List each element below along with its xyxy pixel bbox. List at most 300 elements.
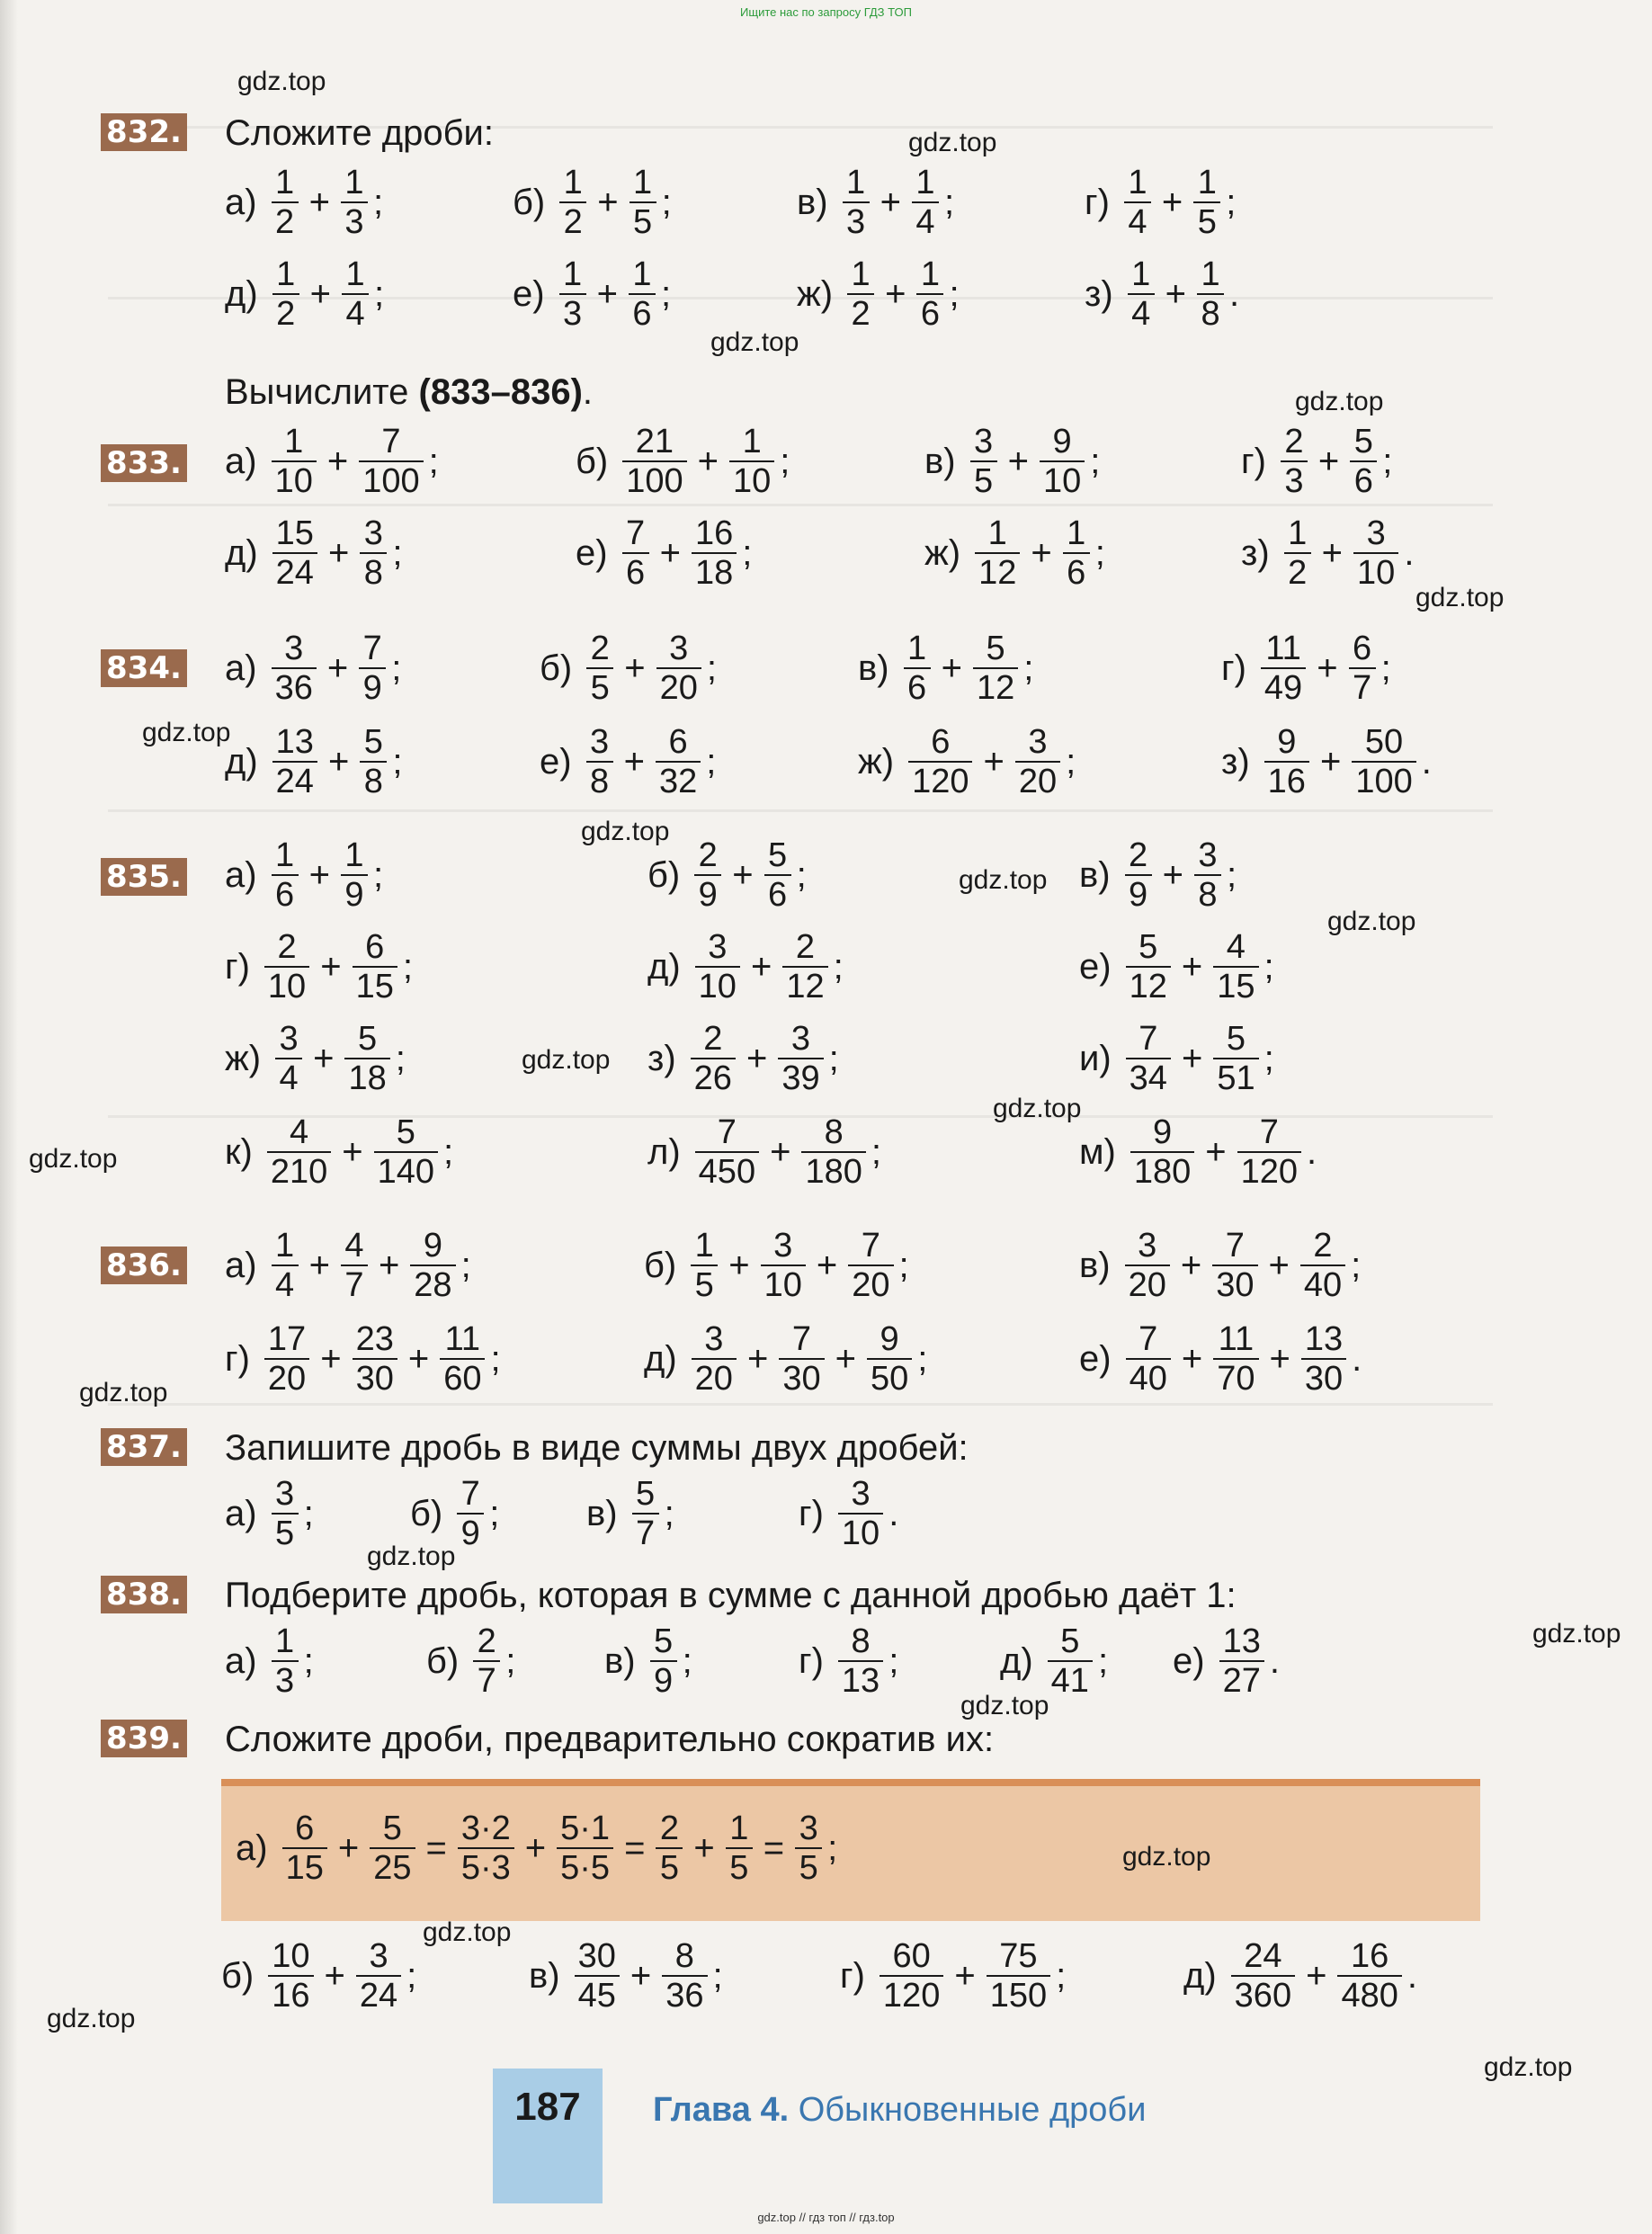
exercise-833-item — [924, 423, 1100, 500]
denominator: 10 — [267, 968, 307, 1005]
numerator: 3·2 — [460, 1810, 511, 1847]
numerator: 3 — [708, 928, 728, 966]
operator: + — [816, 1245, 838, 1285]
numerator: 5·1 — [560, 1810, 611, 1847]
fraction — [629, 255, 656, 333]
item-label: в) — [586, 1493, 618, 1533]
numerator: 1 — [275, 1622, 295, 1660]
calc-heading — [225, 371, 593, 414]
exercise-835-item — [647, 928, 844, 1005]
numerator: 6 — [1352, 630, 1372, 667]
denominator: 4 — [1131, 295, 1151, 333]
operator: + — [326, 441, 349, 481]
fraction — [795, 1810, 822, 1887]
fraction — [1126, 1320, 1171, 1398]
fraction — [695, 1113, 759, 1191]
fraction — [342, 255, 369, 333]
chapter-name: Обыкновенные дроби — [798, 2091, 1147, 2129]
exercise-835-item — [647, 836, 807, 914]
page-number: 187 — [514, 2085, 581, 2129]
operator: + — [320, 1338, 342, 1379]
fraction — [272, 423, 317, 500]
watermark: gdz.top — [908, 128, 997, 157]
numerator: 13 — [1222, 1622, 1261, 1660]
denominator: 6 — [626, 554, 646, 592]
item-label: г) — [225, 1338, 250, 1379]
exercise-834-item — [1221, 723, 1432, 800]
fraction — [1219, 1622, 1264, 1700]
fraction — [1353, 514, 1398, 592]
denominator: 18 — [348, 1059, 387, 1097]
operator: + — [630, 1955, 652, 1996]
fraction — [1194, 836, 1221, 914]
fraction — [843, 164, 870, 241]
item-label: з) — [1221, 741, 1250, 782]
numerator: 1 — [1131, 255, 1151, 293]
numerator: 3 — [974, 423, 994, 460]
fraction — [632, 1475, 659, 1552]
exercise-835-item — [225, 1020, 406, 1097]
exercise-number-836: 836. — [101, 1247, 187, 1284]
exercise-832-item — [513, 255, 671, 333]
numerator: 5 — [986, 630, 1005, 667]
fraction — [916, 255, 943, 333]
operator: + — [309, 273, 332, 314]
exercise-833-item — [225, 514, 402, 592]
watermark: gdz.top — [423, 1917, 512, 1947]
denominator: 36 — [274, 669, 313, 707]
item-label: г) — [840, 1955, 865, 1996]
denominator: 7 — [636, 1515, 656, 1552]
punctuation: ; — [871, 1131, 881, 1172]
denominator: 32 — [658, 763, 698, 800]
item-label: ж) — [924, 532, 961, 573]
denominator: 24 — [359, 1977, 398, 2015]
numerator: 9 — [1152, 1113, 1173, 1151]
item-label: а) — [225, 441, 257, 481]
item-label: б) — [576, 441, 609, 481]
operator: + — [732, 854, 754, 895]
denominator: 12 — [978, 554, 1017, 592]
fraction — [729, 423, 774, 500]
exercise-832-item — [1085, 164, 1236, 241]
fraction — [908, 723, 972, 800]
item-label: а) — [225, 1640, 257, 1681]
operator: + — [308, 854, 330, 895]
item-label: е) — [513, 273, 545, 314]
exercise-834-item — [1221, 630, 1391, 707]
numerator: 1 — [920, 255, 940, 293]
page-edge-shadow — [0, 0, 18, 2234]
punctuation: ; — [374, 273, 385, 314]
item-label: м) — [1079, 1131, 1116, 1172]
operator: + — [1031, 532, 1052, 573]
watermark: gdz.top — [1327, 907, 1416, 936]
punctuation: . — [1269, 1640, 1280, 1681]
operator: + — [1205, 1131, 1227, 1172]
watermark: gdz.top — [367, 1541, 456, 1571]
numerator: 2 — [1129, 836, 1148, 874]
fraction — [691, 1020, 736, 1097]
denominator: 180 — [805, 1153, 862, 1191]
numerator: 3 — [284, 630, 304, 667]
punctuation: . — [1404, 532, 1415, 573]
denominator: 9 — [654, 1662, 674, 1700]
punctuation: ; — [402, 946, 413, 987]
punctuation: . — [1421, 741, 1432, 782]
fraction — [1349, 630, 1376, 707]
exercise-833-item — [576, 423, 790, 500]
fraction — [1337, 1937, 1401, 2015]
item-label: б) — [644, 1245, 677, 1285]
punctuation: ; — [1264, 946, 1274, 987]
numerator: 5 — [363, 723, 383, 761]
numerator: 3 — [369, 1937, 388, 1975]
numerator: 3 — [799, 1810, 818, 1847]
fraction — [1281, 423, 1308, 500]
denominator: 2 — [275, 203, 295, 241]
punctuation: ; — [1382, 441, 1393, 481]
exercise-838-item — [799, 1622, 898, 1700]
denominator: 4 — [279, 1059, 299, 1097]
exercise-832-item — [797, 255, 960, 333]
denominator: 60 — [443, 1360, 482, 1398]
fraction — [622, 423, 686, 500]
fraction — [778, 1020, 823, 1097]
denominator: 5 — [729, 1849, 749, 1887]
item-label: в) — [1079, 854, 1111, 895]
fraction — [557, 1810, 613, 1887]
denominator: 3 — [1284, 462, 1304, 500]
fraction — [1264, 723, 1309, 800]
numerator: 24 — [1244, 1937, 1282, 1975]
exercise-833-item — [924, 514, 1105, 592]
punctuation: ; — [949, 273, 960, 314]
numerator: 2 — [277, 928, 297, 966]
punctuation: ; — [1380, 648, 1391, 688]
fraction — [575, 1937, 620, 2015]
numerator: 3 — [790, 1020, 811, 1058]
operator: = — [763, 1827, 785, 1868]
fraction — [1015, 723, 1060, 800]
numerator: 1 — [275, 836, 295, 874]
fraction — [782, 928, 827, 1005]
chapter-title — [653, 2091, 1146, 2130]
exercise-834-item — [540, 723, 716, 800]
numerator: 1 — [284, 423, 304, 460]
denominator: 34 — [1129, 1059, 1167, 1097]
punctuation: ; — [1097, 1640, 1109, 1681]
item-label: ж) — [797, 273, 834, 314]
fraction — [1130, 1113, 1194, 1191]
denominator: 5·5 — [560, 1849, 611, 1887]
fraction — [272, 836, 299, 914]
watermark: gdz.top — [1415, 583, 1505, 612]
operator: + — [835, 1338, 856, 1379]
fraction — [360, 723, 387, 800]
numerator: 5 — [1139, 928, 1158, 966]
exercise-number-838: 838. — [101, 1576, 187, 1613]
denominator: 51 — [1217, 1059, 1255, 1097]
fraction — [656, 723, 701, 800]
fraction — [912, 164, 939, 241]
fraction — [1212, 1227, 1257, 1304]
exercise-839-item — [840, 1937, 1066, 2015]
numerator: 2 — [1313, 1227, 1333, 1264]
exercise-835-item — [1079, 928, 1274, 1005]
fraction — [847, 255, 874, 333]
watermark: gdz.top — [581, 817, 670, 846]
exercise-835-item — [1079, 1113, 1317, 1191]
punctuation: ; — [742, 532, 753, 573]
denominator: 7 — [344, 1266, 364, 1304]
punctuation: . — [1406, 1955, 1417, 1996]
denominator: 20 — [1018, 763, 1058, 800]
punctuation: ; — [443, 1131, 454, 1172]
exercise-832-item — [797, 164, 954, 241]
item-label: а) — [225, 1493, 257, 1533]
watermark: gdz.top — [1532, 1619, 1621, 1649]
watermark: gdz.top — [142, 718, 231, 747]
numerator: 9 — [1277, 723, 1297, 761]
exercise-number-837: 837. — [101, 1428, 187, 1466]
punctuation: ; — [917, 1338, 928, 1379]
fraction — [1126, 928, 1171, 1005]
denominator: 26 — [693, 1059, 732, 1097]
numerator: 23 — [355, 1320, 394, 1358]
operator: + — [1321, 532, 1344, 573]
punctuation: ; — [489, 1493, 500, 1533]
numerator: 16 — [694, 514, 734, 552]
denominator: 6 — [632, 295, 652, 333]
fraction — [1213, 1320, 1258, 1398]
fraction — [457, 1475, 484, 1552]
item-label: в) — [604, 1640, 636, 1681]
denominator: 10 — [1357, 554, 1396, 592]
numerator: 2 — [590, 630, 610, 667]
punctuation: ; — [943, 182, 955, 222]
fraction — [1284, 514, 1311, 592]
numerator: 7 — [1139, 1020, 1158, 1058]
fraction — [691, 1227, 718, 1304]
item-label: а) — [225, 182, 257, 222]
fraction — [275, 1020, 302, 1097]
denominator: 5 — [694, 1266, 714, 1304]
item-label: а) — [225, 854, 257, 895]
numerator: 2 — [477, 1622, 496, 1660]
item-label: к) — [225, 1131, 253, 1172]
punctuation: ; — [428, 441, 439, 481]
watermark: gdz.top — [29, 1144, 118, 1174]
numerator: 13 — [275, 723, 314, 761]
exercise-838-item — [1173, 1622, 1280, 1700]
calc-heading-text: Вычислите — [225, 372, 409, 412]
numerator: 11 — [1265, 630, 1301, 667]
item-label: д) — [647, 946, 681, 987]
punctuation: ; — [1351, 1245, 1362, 1285]
denominator: 12 — [786, 968, 825, 1005]
denominator: 100 — [626, 462, 683, 500]
numerator: 1 — [742, 423, 762, 460]
operator: + — [954, 1955, 976, 1996]
item-label: д) — [225, 273, 258, 314]
punctuation: ; — [1056, 1955, 1067, 1996]
denominator: 16 — [272, 1977, 310, 2015]
fraction — [272, 1227, 299, 1304]
punctuation: ; — [303, 1640, 314, 1681]
denominator: 39 — [781, 1059, 820, 1097]
operator: + — [1161, 182, 1183, 222]
denominator: 36 — [665, 1977, 704, 2015]
denominator: 40 — [1129, 1360, 1167, 1398]
exercise-836-item — [225, 1227, 471, 1304]
exercise-838-item — [604, 1622, 692, 1700]
operator: + — [1181, 1338, 1203, 1379]
operator: + — [597, 182, 619, 222]
fraction — [267, 1113, 331, 1191]
punctuation: ; — [395, 1038, 406, 1078]
denominator: 4 — [345, 295, 365, 333]
operator: + — [327, 532, 350, 573]
numerator: 6 — [931, 723, 951, 761]
operator: + — [1317, 648, 1338, 688]
operator: + — [1319, 741, 1342, 782]
exercise-836-item — [1079, 1320, 1362, 1398]
item-label: б) — [647, 854, 681, 895]
fraction — [559, 255, 586, 333]
operator: + — [313, 1038, 335, 1078]
punctuation: ; — [833, 946, 844, 987]
exercise-837-heading: Запишите дробь в виде суммы двух дробей: — [225, 1428, 969, 1468]
exercise-833-item — [1241, 423, 1392, 500]
denominator: 20 — [694, 1360, 733, 1398]
denominator: 9 — [1129, 876, 1148, 914]
denominator: 8 — [363, 763, 383, 800]
watermark: gdz.top — [959, 865, 1048, 895]
denominator: 3 — [275, 1662, 295, 1700]
denominator: 50 — [870, 1360, 909, 1398]
numerator: 1 — [1288, 514, 1308, 552]
exercise-839-example — [236, 1810, 837, 1887]
fraction — [1231, 1937, 1295, 2015]
item-label: д) — [1000, 1640, 1033, 1681]
fraction — [440, 1320, 485, 1398]
exercise-836-item — [1079, 1227, 1361, 1304]
item-label: д) — [225, 741, 258, 782]
exercise-838-item — [225, 1622, 314, 1700]
punctuation: ; — [1090, 441, 1101, 481]
fraction — [779, 1320, 824, 1398]
fraction — [586, 630, 613, 707]
item-label: в) — [797, 182, 828, 222]
item-label: з) — [647, 1038, 676, 1078]
exercise-832-item — [225, 255, 384, 333]
denominator: 3 — [846, 203, 866, 241]
operator: + — [941, 648, 962, 688]
denominator: 360 — [1234, 1977, 1292, 2015]
fraction — [353, 1320, 397, 1398]
operator: + — [746, 1338, 769, 1379]
exercise-832-item — [513, 164, 672, 241]
numerator: 1 — [345, 255, 365, 293]
top-note: Ищите нас по запросу ГДЗ ТОП — [740, 5, 912, 19]
watermark: gdz.top — [1484, 2052, 1573, 2082]
numerator: 1 — [846, 164, 866, 201]
fraction — [559, 164, 586, 241]
item-label: г) — [1241, 441, 1266, 481]
exercise-839-item — [529, 1937, 723, 2015]
numerator: 2 — [659, 1810, 679, 1847]
exercise-number-833: 833. — [101, 444, 187, 482]
denominator: 5 — [590, 669, 610, 707]
denominator: 7 — [1352, 669, 1372, 707]
fraction — [1040, 423, 1085, 500]
exercise-834-item — [858, 723, 1076, 800]
watermark: gdz.top — [522, 1045, 611, 1075]
item-label: д) — [644, 1338, 677, 1379]
numerator: 60 — [892, 1937, 931, 1975]
numerator: 5 — [382, 1810, 402, 1847]
numerator: 1 — [275, 164, 295, 201]
denominator: 5 — [974, 462, 994, 500]
numerator: 3 — [1138, 1227, 1157, 1264]
fraction — [341, 164, 368, 241]
denominator: 40 — [1303, 1266, 1343, 1304]
fraction — [1125, 1227, 1170, 1304]
fraction — [272, 164, 299, 241]
item-label: г) — [799, 1640, 824, 1681]
fraction — [272, 1475, 299, 1552]
fraction — [359, 630, 386, 707]
exercise-number-839: 839. — [101, 1720, 187, 1757]
punctuation: ; — [706, 741, 717, 782]
fraction — [1301, 1320, 1346, 1398]
punctuation: ; — [712, 1955, 723, 1996]
denominator: 20 — [659, 669, 698, 707]
denominator: 24 — [275, 763, 314, 800]
denominator: 70 — [1217, 1360, 1255, 1398]
fraction — [1124, 164, 1151, 241]
fraction — [353, 928, 397, 1005]
exercise-837-item — [225, 1475, 314, 1552]
numerator: 5 — [768, 836, 788, 874]
operator: + — [337, 1827, 360, 1868]
watermark: gdz.top — [47, 2004, 136, 2033]
exercise-839-item — [221, 1937, 416, 2015]
denominator: 2 — [1288, 554, 1308, 592]
exercise-835-item — [1079, 1020, 1274, 1097]
denominator: 5 — [633, 203, 653, 241]
exercise-835-item — [225, 1113, 453, 1191]
denominator: 4 — [1128, 203, 1147, 241]
denominator: 10 — [1042, 462, 1082, 500]
bottom-note: gdz.top // гдз топ // гдз.top — [757, 2211, 895, 2224]
denominator: 7 — [477, 1662, 496, 1700]
exercise-number-834: 834. — [101, 649, 187, 687]
denominator: 2 — [276, 295, 296, 333]
denominator: 10 — [698, 968, 737, 1005]
denominator: 4 — [275, 1266, 295, 1304]
fraction — [1126, 1020, 1171, 1097]
fraction — [904, 630, 931, 707]
denominator: 12 — [976, 669, 1015, 707]
numerator: 3 — [1028, 723, 1048, 761]
punctuation: ; — [706, 648, 717, 688]
denominator: 10 — [841, 1515, 880, 1552]
watermark: gdz.top — [960, 1691, 1049, 1720]
denominator: 5 — [1197, 203, 1217, 241]
numerator: 5 — [1226, 1020, 1246, 1058]
